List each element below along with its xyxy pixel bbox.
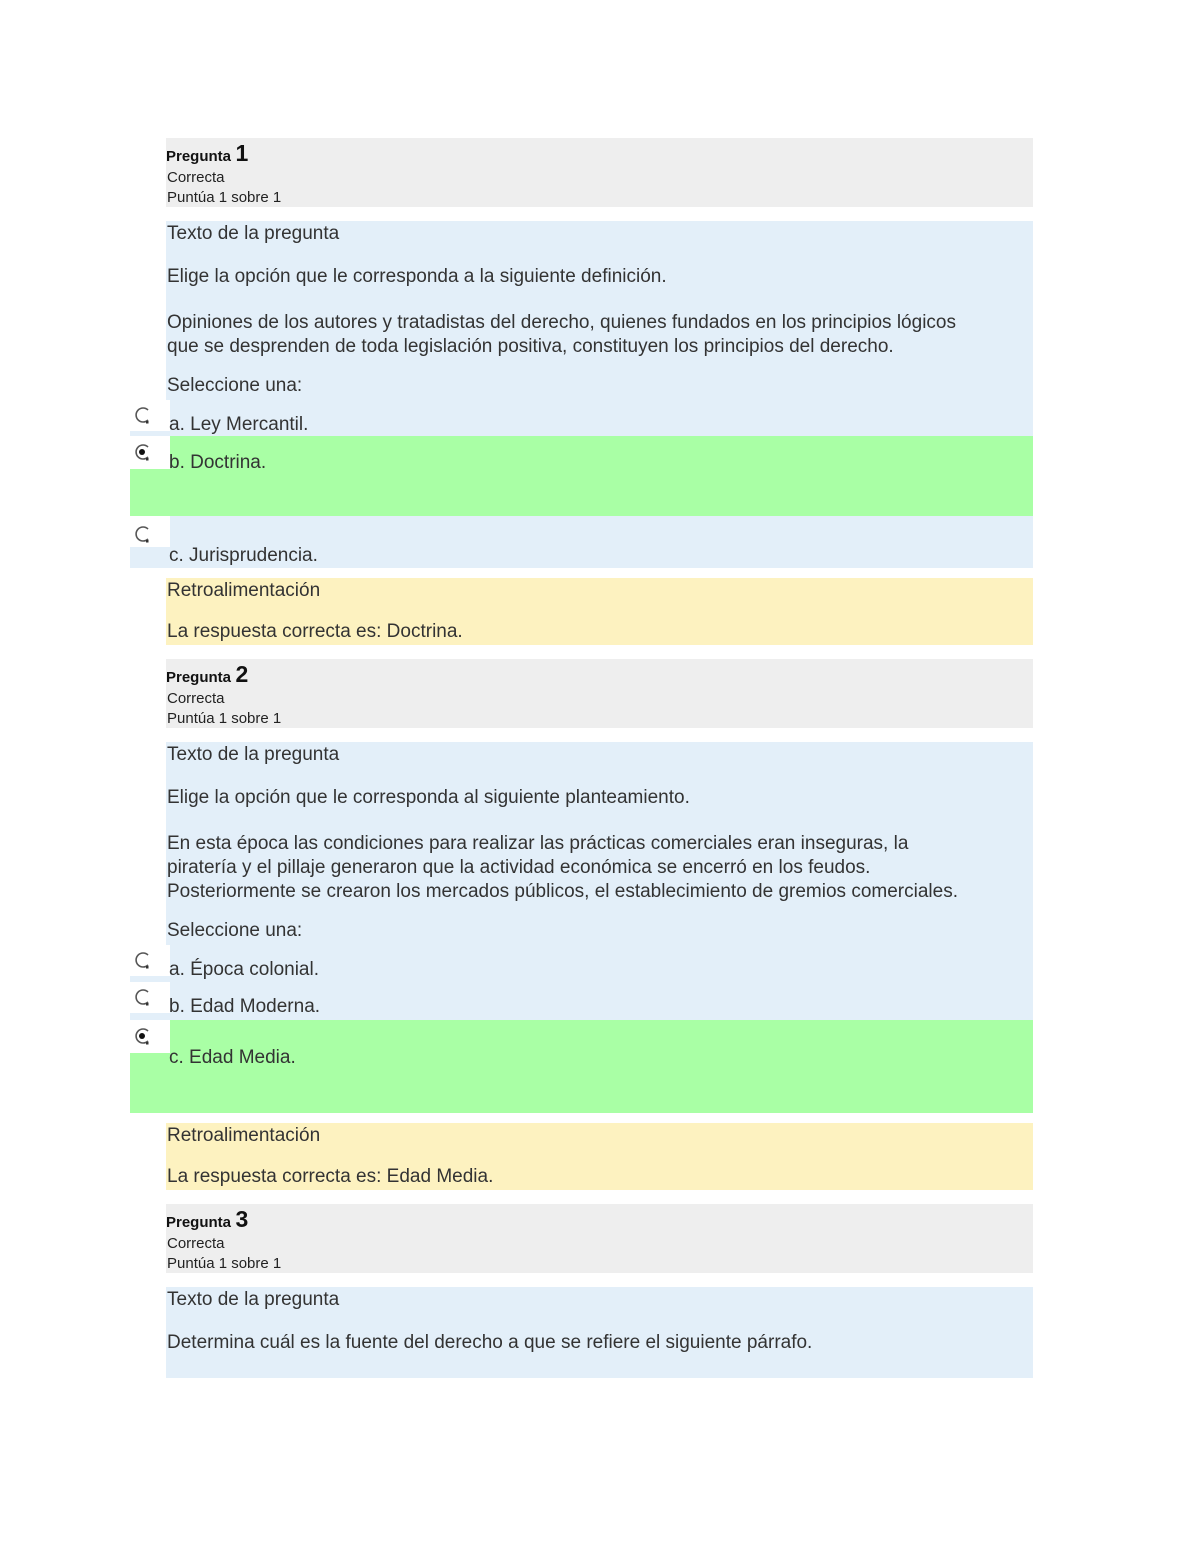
question-number-value: 3 [235,1206,249,1232]
question-number-value: 1 [235,140,249,166]
question-score: Puntúa 1 sobre 1 [167,1255,282,1272]
question-score: Puntúa 1 sobre 1 [167,710,282,727]
question-text-heading: Texto de la pregunta [167,744,340,765]
question-info-box [166,138,1033,207]
feedback-text: La respuesta correcta es: Edad Media. [167,1166,494,1187]
question-text-heading: Texto de la pregunta [167,1289,340,1310]
radio-checked-icon[interactable] [131,1025,153,1047]
option-c[interactable]: c. Jurisprudencia. [169,545,318,566]
radio-unchecked-icon[interactable] [131,986,153,1008]
option-a[interactable]: a. Época colonial. [169,959,319,980]
question-score: Puntúa 1 sobre 1 [167,189,282,206]
question-status: Correcta [167,690,225,707]
question-info-box [166,1204,1033,1273]
question-info-box [166,659,1033,728]
radio-unchecked-icon[interactable] [131,523,153,545]
radio-unchecked-icon[interactable] [131,404,153,426]
option-b[interactable]: b. Doctrina. [169,452,267,473]
question-label: Pregunta [166,669,232,686]
select-label: Seleccione una: [167,375,303,396]
question-text-heading: Texto de la pregunta [167,223,340,244]
question-body-line: Opiniones de los autores y tratadistas del derecho, quienes fundados en los principios lógicos [167,312,956,333]
question-body-line: Posteriormente se crearon los mercados públicos, el establecimiento de gremios comerciales. [167,881,958,902]
question-prompt: Elige la opción que le corresponda al siguiente planteamiento. [167,787,690,808]
question-label: Pregunta [166,1214,232,1231]
option-c[interactable]: c. Edad Media. [169,1047,296,1068]
feedback-text: La respuesta correcta es: Doctrina. [167,621,463,642]
feedback-heading: Retroalimentación [167,580,321,601]
question-status: Correcta [167,169,225,186]
question-number [166,661,248,688]
question-number [166,140,248,167]
question-status: Correcta [167,1235,225,1252]
question-body-line: que se desprenden de toda legislación positiva, constituyen los principios del derecho. [167,336,894,357]
question-prompt: Elige la opción que le corresponda a la siguiente definición. [167,266,667,287]
question-number-value: 2 [235,661,249,687]
select-label: Seleccione una: [167,920,303,941]
option-b[interactable]: b. Edad Moderna. [169,996,321,1017]
option-a[interactable]: a. Ley Mercantil. [169,414,309,435]
question-number [166,1206,248,1233]
option-correct-highlight [130,436,1033,516]
radio-checked-icon[interactable] [131,441,153,463]
question-label: Pregunta [166,148,232,165]
feedback-heading: Retroalimentación [167,1125,321,1146]
question-body-line: En esta época las condiciones para realizar las prácticas comerciales eran inseguras, la [167,833,909,854]
question-prompt: Determina cuál es la fuente del derecho a que se refiere el siguiente párrafo. [167,1332,813,1353]
radio-unchecked-icon[interactable] [131,949,153,971]
question-body-line: piratería y el pillaje generaron que la actividad económica se encerró en los feudos. [167,857,871,878]
